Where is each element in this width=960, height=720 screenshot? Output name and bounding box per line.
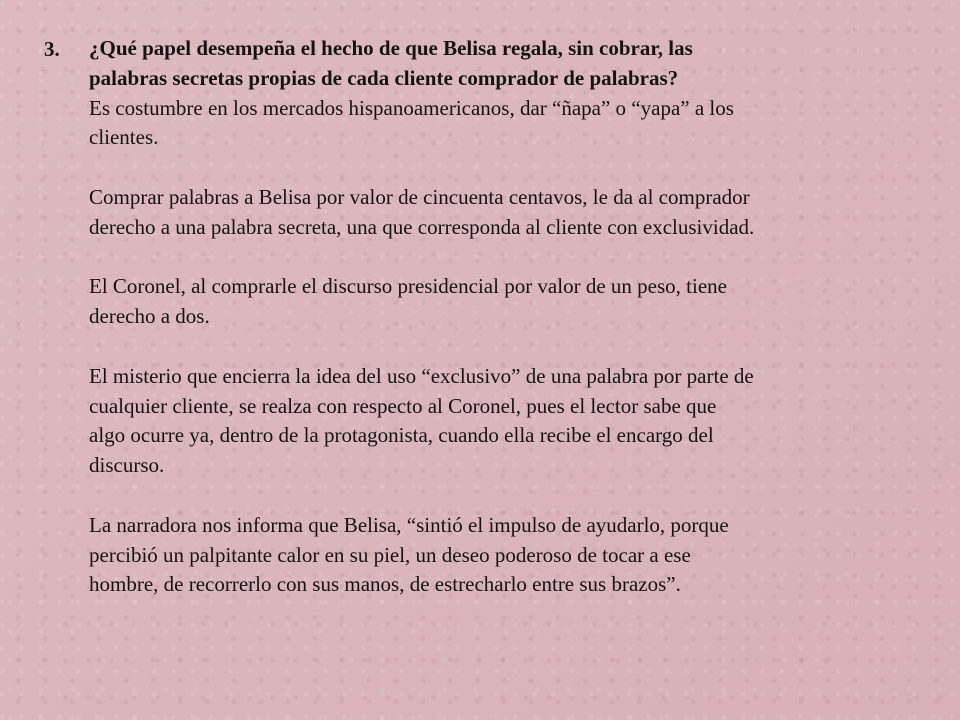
paragraph-line: El Coronel, al comprarle el discurso presidencial por valor de un peso, tiene bbox=[89, 274, 727, 299]
paragraph-line: percibió un palpitante calor en su piel, un deseo poderoso de tocar a ese bbox=[89, 542, 691, 567]
answer-content bbox=[89, 34, 949, 600]
paragraph-line: clientes. bbox=[89, 125, 159, 150]
paragraph-line: Es costumbre en los mercados hispanoamericanos, dar “ñapa” o “yapa” a los bbox=[89, 95, 734, 120]
paragraph-narrator bbox=[89, 511, 949, 600]
question-line: ¿Qué papel desempeña el hecho de que Belisa regala, sin cobrar, las bbox=[89, 36, 693, 60]
paragraph-spacer bbox=[89, 481, 949, 511]
question-line: palabras secretas propias de cada cliente comprador de palabras? bbox=[89, 65, 679, 90]
paragraph-line: discurso. bbox=[89, 453, 165, 478]
paragraph-line: La narradora nos informa que Belisa, “sintió el impulso de ayudarlo, porque bbox=[89, 512, 729, 537]
paragraph-secret-word bbox=[89, 183, 949, 243]
paragraph-line: derecho a una palabra secreta, una que corresponda al cliente con exclusividad. bbox=[89, 214, 755, 239]
paragraph-mystery bbox=[89, 362, 949, 481]
paragraph-line: derecho a dos. bbox=[89, 304, 210, 329]
question-heading bbox=[89, 34, 949, 94]
paragraph-coronel bbox=[89, 272, 949, 332]
paragraph-line: algo ocurre ya, dentro de la protagonista, cuando ella recibe el encargo del bbox=[89, 423, 714, 448]
paragraph-spacer bbox=[89, 332, 949, 362]
item-number: 3. bbox=[44, 37, 60, 61]
paragraph-line: El misterio que encierra la idea del uso “exclusivo” de una palabra por parte de bbox=[89, 363, 754, 388]
paragraph-spacer bbox=[89, 243, 949, 273]
paragraph-line: Comprar palabras a Belisa por valor de cincuenta centavos, le da al comprador bbox=[89, 184, 750, 209]
paragraph-spacer bbox=[89, 153, 949, 183]
paragraph-line: cualquier cliente, se realza con respecto al Coronel, pues el lector sabe que bbox=[89, 393, 717, 418]
paragraph-line: hombre, de recorrerlo con sus manos, de estrecharlo entre sus brazos”. bbox=[89, 572, 681, 597]
paragraph-yapa bbox=[89, 94, 949, 154]
